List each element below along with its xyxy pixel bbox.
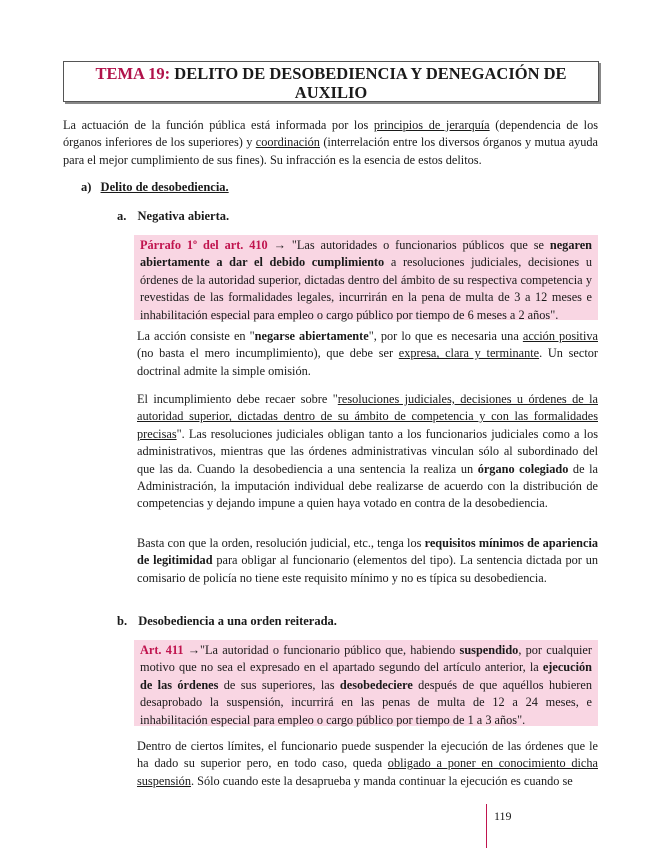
article-reference: Art. 411	[140, 643, 184, 657]
page-title-line1	[64, 64, 598, 83]
subsection-label: Desobediencia a una orden reiterada.	[138, 614, 337, 628]
text: ". Las resoluciones judiciales obligan tanto a los funcionarios judiciales como a los administrativos, mientras que las órdenes administrativas vinculan sólo al subordinado del que las da. Cuando la desobediencia a una sentencia la realiza un	[137, 426, 598, 476]
text: (no basta el mero incumplimiento), que debe ser	[137, 346, 399, 361]
text: . Sólo cuando este la desaprueba y manda continuar la ejecución es cuando se	[190, 773, 573, 788]
page-divider	[486, 804, 487, 848]
underlined-term: expresa, clara y terminante	[398, 346, 540, 361]
bold-term: desobedeciere	[339, 677, 413, 692]
text: , por cualquier motivo que no sea el expresado en el apartado segundo del artículo anterior, la	[140, 643, 592, 675]
bold-term: negarse abiertamente	[254, 329, 369, 343]
bold-term: ejecución de las órdenes	[140, 660, 592, 692]
section-label: Delito de desobediencia.	[100, 180, 229, 194]
paragraph-incumplimiento	[137, 391, 598, 513]
underlined-term: acción positiva	[522, 329, 598, 343]
paragraph-accion	[137, 328, 598, 380]
underlined-term: principios de jerarquía	[373, 118, 490, 132]
subsection-label: Negativa abierta.	[137, 209, 230, 223]
article-411-quote	[134, 640, 598, 726]
text: de la Administración, la imputación individual debe realizarse de acuerdo con la distribución de competencias y dejando impune a quien haya votado en contra de la desobediencia.	[137, 461, 598, 511]
text: Basta con que la orden, resolución judicial, etc., tenga los	[137, 536, 425, 550]
section-marker: a)	[81, 180, 92, 194]
text: para obligar al funcionario (elementos del tipo). La sentencia dictada por un comisario de policía no tiene este requisito mínimo y no es típica su desobediencia.	[137, 553, 598, 585]
text: a resoluciones judiciales, decisiones u órdenes de la autoridad superior, dictadas dentro del ámbito de su respectiva competencia y revestidas de las formalidades legales, incurrirán en la pena de multa de 3 a 12 meses e inhabilitación especial para empleo o cargo público por tiempo de 6 meses a 2 años".	[140, 255, 592, 322]
text: (dependencia de los órganos inferiores de los superiores) y	[63, 118, 598, 150]
article-reference: Párrafo 1º del art. 410	[140, 238, 268, 252]
underlined-term: obligado a poner en conocimiento dicha suspensión	[137, 756, 598, 788]
subsection-marker: a.	[117, 209, 127, 223]
bold-term: requisitos mínimos de apariencia de legitimidad	[137, 536, 599, 568]
text: de sus superiores, las	[218, 677, 340, 692]
bold-term: negaren abiertamente a dar el debido cumplimiento	[140, 238, 593, 270]
text: "Las autoridades o funcionarios públicos que se	[291, 238, 550, 252]
paragraph-legitimidad	[137, 535, 598, 587]
section-a-heading	[81, 180, 229, 195]
bold-term: órgano colegiado	[477, 461, 569, 476]
bold-term: suspendido	[459, 643, 519, 657]
arrow: →	[267, 238, 292, 252]
underlined-term: coordinación	[255, 135, 320, 150]
page-title-line2: AUXILIO	[294, 83, 368, 102]
text: La acción consiste en "	[137, 329, 255, 343]
page-title-box	[63, 61, 599, 102]
topic-title: DELITO DE DESOBEDIENCIA Y DENEGACIÓN DE	[174, 64, 567, 83]
subsection-a-heading	[117, 209, 229, 224]
text: (interrelación entre los diversos órganos y mutua ayuda para el mejor cumplimiento de sus fines). Su infracción es la esencia de estos delitos.	[63, 135, 598, 167]
article-410-quote	[134, 235, 598, 320]
arrow: →	[183, 643, 201, 657]
text: . Un sector doctrinal admite la simple omisión.	[137, 346, 598, 378]
text: Dentro de ciertos límites, el funcionario puede suspender la ejecución de las órdenes que le ha dado su superior pero, en todo caso, queda	[137, 739, 598, 771]
topic-number: TEMA 19:	[95, 64, 171, 83]
text: después de que aquéllos hubieren desaprobado la suspensión, incurrirá en las penas de multa de 12 a 24 meses, e inhabilitación especial para empleo o cargo público por tiempo de 1 a 3 años".	[140, 677, 592, 727]
page-number: 119	[494, 809, 512, 823]
underlined-term: resoluciones judiciales, decisiones u órdenes de la autoridad superior, dictadas dentro de su ámbito de competencia y con las formalidades precisas	[137, 392, 599, 441]
text: La actuación de la función pública está informada por los	[63, 118, 374, 132]
text: ", por lo que es necesaria una	[368, 329, 523, 343]
text: El incumplimiento debe recaer sobre "	[137, 392, 338, 406]
text: "La autoridad o funcionario público que, habiendo	[200, 643, 460, 657]
intro-paragraph	[63, 117, 598, 169]
subsection-marker: b.	[117, 614, 128, 628]
paragraph-suspension	[137, 738, 598, 790]
subsection-b-heading	[117, 614, 337, 629]
